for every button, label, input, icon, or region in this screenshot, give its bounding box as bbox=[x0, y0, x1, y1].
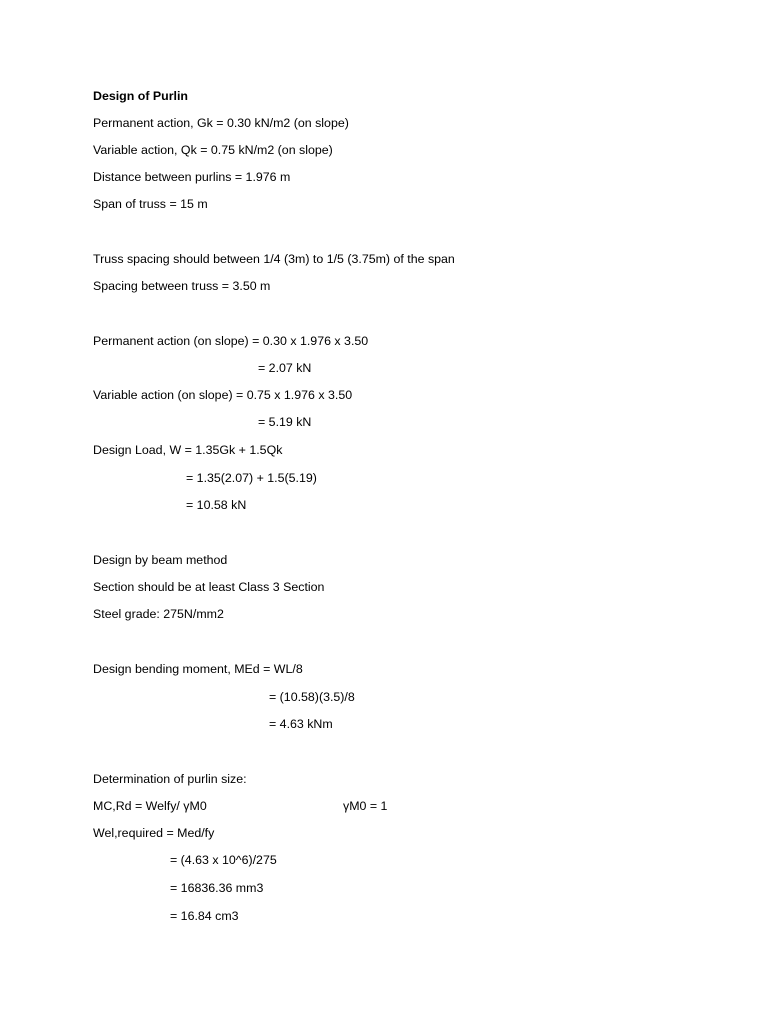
mcrd-formula: MC,Rd = Welfy/ γM0 bbox=[93, 799, 207, 813]
purlin-size-heading: Determination of purlin size: bbox=[93, 772, 247, 786]
bending-moment-formula: Design bending moment, MEd = WL/8 bbox=[93, 662, 303, 676]
permanent-action-line: Permanent action, Gk = 0.30 kN/m2 (on slope) bbox=[93, 116, 349, 130]
design-load-formula: Design Load, W = 1.35Gk + 1.5Qk bbox=[93, 443, 283, 457]
steel-grade-line: Steel grade: 275N/mm2 bbox=[93, 607, 224, 621]
variable-action-calc: Variable action (on slope) = 0.75 x 1.976 x 3.50 bbox=[93, 388, 353, 402]
permanent-action-calc: Permanent action (on slope) = 0.30 x 1.976 x 3.50 bbox=[93, 334, 369, 348]
variable-action-line: Variable action, Qk = 0.75 kN/m2 (on slope) bbox=[93, 143, 333, 157]
section-class-line: Section should be at least Class 3 Section bbox=[93, 580, 325, 594]
truss-spacing-chosen: Spacing between truss = 3.50 m bbox=[93, 279, 271, 293]
purlin-distance-line: Distance between purlins = 1.976 m bbox=[93, 170, 291, 184]
wel-required-formula: Wel,required = Med/fy bbox=[93, 826, 215, 840]
wel-substitution: = (4.63 x 10^6)/275 bbox=[170, 853, 277, 867]
design-method-line: Design by beam method bbox=[93, 553, 228, 567]
design-load-result: = 10.58 kN bbox=[186, 498, 247, 512]
bending-moment-substitution: = (10.58)(3.5)/8 bbox=[269, 690, 355, 704]
wel-result-cm3: = 16.84 cm3 bbox=[170, 909, 239, 923]
bending-moment-result: = 4.63 kNm bbox=[269, 717, 333, 731]
gamma-m0-value: γM0 = 1 bbox=[343, 799, 388, 813]
truss-span-line: Span of truss = 15 m bbox=[93, 197, 208, 211]
design-load-substitution: = 1.35(2.07) + 1.5(5.19) bbox=[186, 471, 317, 485]
variable-action-result: = 5.19 kN bbox=[258, 415, 312, 429]
truss-spacing-guideline: Truss spacing should between 1/4 (3m) to 1/5 (3.75m) of the span bbox=[93, 252, 455, 266]
permanent-action-result: = 2.07 kN bbox=[258, 361, 312, 375]
document-title: Design of Purlin bbox=[93, 89, 188, 103]
wel-result-mm3: = 16836.36 mm3 bbox=[170, 881, 264, 895]
